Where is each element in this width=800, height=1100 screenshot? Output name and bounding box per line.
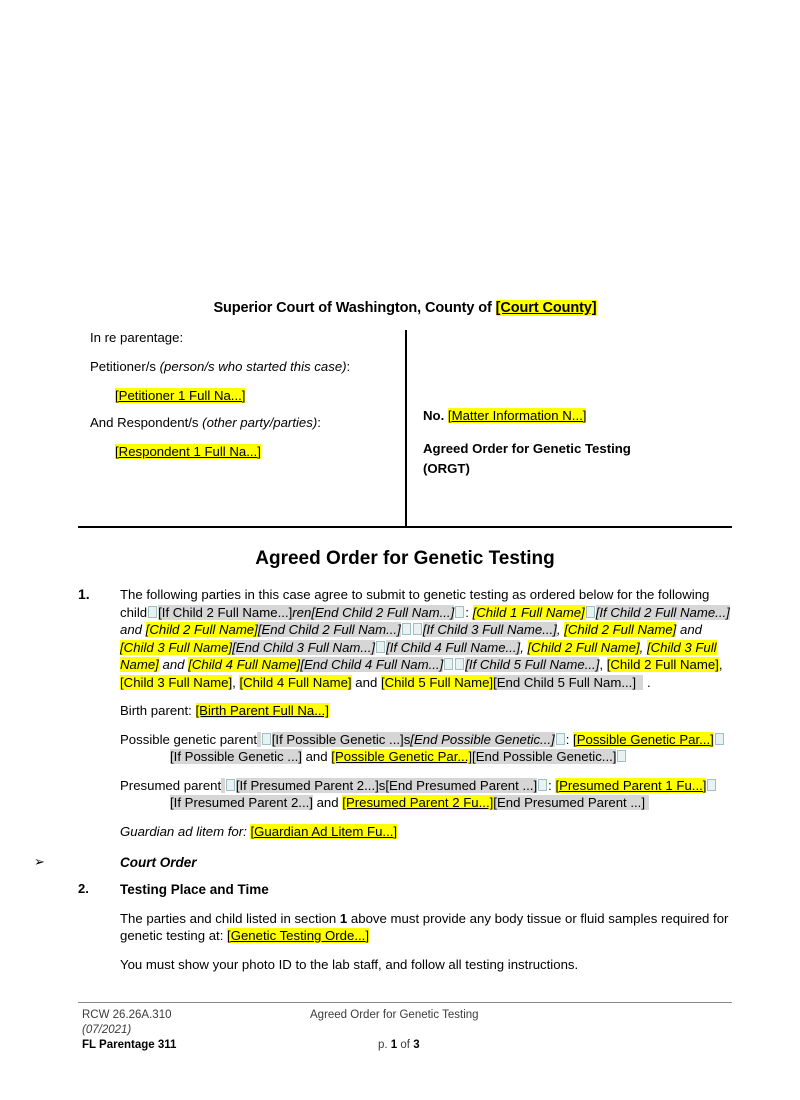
possible-genetic-parent-row <box>120 731 732 766</box>
possible-genetic-parent-label: Possible genetic parent <box>120 731 258 747</box>
field-marker-icon <box>707 779 716 791</box>
comma-3: , <box>639 639 647 655</box>
and-1: and <box>120 622 146 638</box>
if-presumed-parent-field-b[interactable]: [If Presumed Parent 2...] <box>170 795 313 811</box>
court-title-prefix: Superior Court of Washington, County of <box>213 300 496 316</box>
if-presumed-parent-field-a[interactable]: [If Presumed Parent 2...] <box>235 777 379 793</box>
possible-genetic-parent-1-field[interactable]: [Possible Genetic Par...] <box>573 731 714 747</box>
field-marker-icon <box>402 623 411 635</box>
field-marker-icon <box>376 641 385 653</box>
arrow-bullet-icon: ➢ <box>34 854 45 870</box>
end-child5-field[interactable]: [End Child 5 Full Nam...] <box>493 674 637 690</box>
if-child2-field-b[interactable]: [If Child 2 Full Name...] <box>595 604 730 620</box>
respondent-label-colon: : <box>317 414 321 430</box>
and-2: and <box>676 622 702 638</box>
footer-row-2 <box>78 1023 732 1038</box>
in-re-line: In re parentage: <box>90 330 184 345</box>
possible-colon: : <box>565 731 574 747</box>
end-child2-field-b[interactable]: [End Child 2 Full Nam...] <box>257 622 401 638</box>
field-marker-icon <box>455 606 464 618</box>
presumed-s-text: s <box>378 777 386 793</box>
presumed-parent-label: Presumed parent <box>120 777 222 793</box>
footer-page-prefix: p. <box>378 1039 391 1051</box>
field-marker-icon <box>586 606 595 618</box>
and-4: and <box>351 674 381 690</box>
petitioner-label-note: (person/s who started this case) <box>159 358 347 374</box>
footer-rcw: RCW 26.26A.310 <box>82 1009 172 1021</box>
footer-page-total: 3 <box>413 1039 420 1051</box>
child2-field-e[interactable]: [Child 2 Full Name] <box>606 657 719 673</box>
comma-1: , <box>556 622 565 638</box>
caption-left-column <box>90 330 390 471</box>
court-title <box>78 300 732 316</box>
footer-row-1 <box>78 1008 732 1023</box>
field-marker-icon <box>226 779 235 791</box>
presumed-colon: : <box>548 777 556 793</box>
petitioner-label-text: Petitioner/s <box>90 358 160 374</box>
section-2-paragraph-2: You must show your photo ID to the lab staff, and follow all testing instructions. <box>120 956 579 972</box>
birth-parent-label: Birth parent: <box>120 703 196 719</box>
birth-parent-row <box>120 702 732 720</box>
possible-genetic-parent-2-field[interactable]: [Possible Genetic Par...] <box>331 749 473 765</box>
end-presumed-parent-field-a[interactable]: [End Presumed Parent ...] <box>385 777 538 793</box>
period-1: . <box>643 674 651 690</box>
child3-field-e[interactable]: [Child 3 Full Name] <box>120 674 233 690</box>
field-marker-icon <box>413 623 422 635</box>
respondent-name-field[interactable]: [Respondent 1 Full Na...] <box>115 443 261 459</box>
caption-divider <box>405 330 407 526</box>
section-2-text-2: above must provide any body tissue or fluid samples required for genetic testing at: <box>120 910 729 944</box>
and-3: and <box>158 657 189 673</box>
page-title: Agreed Order for Genetic Testing <box>255 548 555 569</box>
field-marker-icon <box>715 733 724 745</box>
respondent-label <box>90 415 390 432</box>
section-2-heading: Testing Place and Time <box>120 881 269 897</box>
caption-right-column <box>423 408 723 479</box>
presumed-parent-2-field[interactable]: [Presumed Parent 2 Fu...] <box>342 795 494 811</box>
child3-field-d[interactable]: [Child 3 Full Name] <box>120 639 717 673</box>
caption-doc-title <box>423 439 723 479</box>
footer-center-title: Agreed Order for Genetic Testing <box>310 1009 479 1021</box>
colon-1: : <box>465 604 473 620</box>
field-marker-icon <box>455 658 464 670</box>
respondent-label-text: And Respondent/s <box>90 414 203 430</box>
footer-page-indicator <box>378 1038 420 1053</box>
section-2 <box>78 881 732 899</box>
end-child4-field[interactable]: [End Child 4 Full Nam...] <box>300 657 444 673</box>
if-child3-field[interactable]: [If Child 3 Full Name...] <box>422 622 557 638</box>
if-child2-field[interactable]: [If Child 2 Full Name...] <box>158 604 293 620</box>
end-possible-genetic-field-a[interactable]: [End Possible Genetic...] <box>410 731 555 747</box>
comma-2: , <box>520 639 528 655</box>
section-1 <box>78 586 732 691</box>
field-marker-icon <box>444 658 453 670</box>
if-child4-field[interactable]: [If Child 4 Full Name...] <box>386 639 521 655</box>
respondent-label-note: (other party/parties) <box>202 414 318 430</box>
possible-and: and <box>301 749 332 765</box>
end-possible-genetic-field-b[interactable]: [End Possible Genetic...] <box>472 749 617 765</box>
child2-field-c[interactable]: [Child 2 Full Name] <box>564 622 677 638</box>
court-order-heading <box>34 854 732 873</box>
petitioner-label-colon: : <box>346 358 351 374</box>
child2-field-d[interactable]: [Child 2 Full Name] <box>527 639 640 655</box>
caption-doc-title-line1: Agreed Order for Genetic Testing <box>423 441 631 456</box>
child4-field-d[interactable]: [Child 4 Full Name] <box>188 657 301 673</box>
end-child3-field[interactable]: [End Child 3 Full Nam...] <box>232 639 376 655</box>
presumed-parent-row <box>120 777 732 812</box>
caption-doc-title-line2: (ORGT) <box>423 460 470 476</box>
case-number-label: No. <box>423 408 445 423</box>
genetic-testing-order-field[interactable]: [Genetic Testing Orde...] <box>227 928 370 944</box>
section-2-text-1: The parties and child listed in section <box>120 910 340 926</box>
if-possible-genetic-field-a[interactable]: [If Possible Genetic ...] <box>271 731 404 747</box>
presumed-parent-1-field[interactable]: [Presumed Parent 1 Fu...] <box>555 777 707 793</box>
respondent-name-row <box>115 444 390 459</box>
child2-field-b[interactable]: [Child 2 Full Name] <box>145 622 258 638</box>
field-marker-icon <box>148 606 157 618</box>
guardian-ad-litem-label: Guardian ad litem for: <box>120 824 251 840</box>
field-marker-icon <box>617 750 626 762</box>
section-2-ref-number: 1 <box>339 910 348 926</box>
guardian-ad-litem-row <box>120 823 732 841</box>
section-1-lead-text: The following parties in this case agree to submit to genetic testing as ordered below for the following child <box>120 587 710 620</box>
document-content <box>34 300 732 973</box>
footer-date: (07/2021) <box>82 1024 132 1036</box>
child5-field-e[interactable]: [Child 5 Full Name] <box>380 674 494 690</box>
field-marker-icon <box>538 779 547 791</box>
footer-form-number: FL Parentage 311 <box>82 1039 177 1051</box>
section-1-number: 1. <box>78 586 90 602</box>
court-order-label: Court Order <box>120 854 197 870</box>
case-number-row <box>423 408 723 423</box>
petitioner-name-row <box>115 388 390 403</box>
section-2-paragraph-1 <box>120 910 732 945</box>
if-possible-genetic-field-b[interactable]: [If Possible Genetic ...] <box>170 749 302 765</box>
footer-row-3 <box>78 1038 732 1053</box>
child1-field[interactable]: [Child 1 Full Name] <box>472 604 585 620</box>
field-marker-icon <box>262 733 271 745</box>
end-presumed-parent-field-b[interactable]: [End Presumed Parent ...] <box>493 795 646 811</box>
footer-page-mid: of <box>397 1039 414 1051</box>
field-marker-icon <box>556 733 565 745</box>
comma-6: , <box>232 674 240 690</box>
comma-4: , <box>599 657 607 673</box>
ren-text: ren <box>292 604 312 620</box>
possible-s-text: s <box>403 731 411 747</box>
if-child5-field[interactable]: [If Child 5 Full Name...] <box>465 657 600 673</box>
petitioner-name-field[interactable]: [Petitioner 1 Full Na...] <box>115 387 246 403</box>
case-number-field[interactable]: [Matter Information N...] <box>447 408 587 423</box>
birth-parent-field[interactable]: [Birth Parent Full Na...] <box>195 703 329 719</box>
child3-field-c[interactable]: [Child 3 Full Name] <box>120 639 233 655</box>
page-footer <box>78 1002 732 1053</box>
court-county-field[interactable]: [Court County] <box>495 300 597 316</box>
comma-5: , <box>718 657 723 673</box>
petitioner-label <box>90 359 390 376</box>
guardian-ad-litem-field[interactable]: [Guardian Ad Litem Fu...] <box>250 824 398 840</box>
section-1-body <box>120 586 732 691</box>
caption-block <box>78 330 732 528</box>
child4-field-e[interactable]: [Child 4 Full Name] <box>239 674 352 690</box>
presumed-and: and <box>312 795 343 811</box>
end-child2-field-a[interactable]: [End Child 2 Full Nam...] <box>311 604 455 620</box>
section-2-number: 2. <box>78 880 89 896</box>
footer-page-current: 1 <box>390 1039 398 1051</box>
